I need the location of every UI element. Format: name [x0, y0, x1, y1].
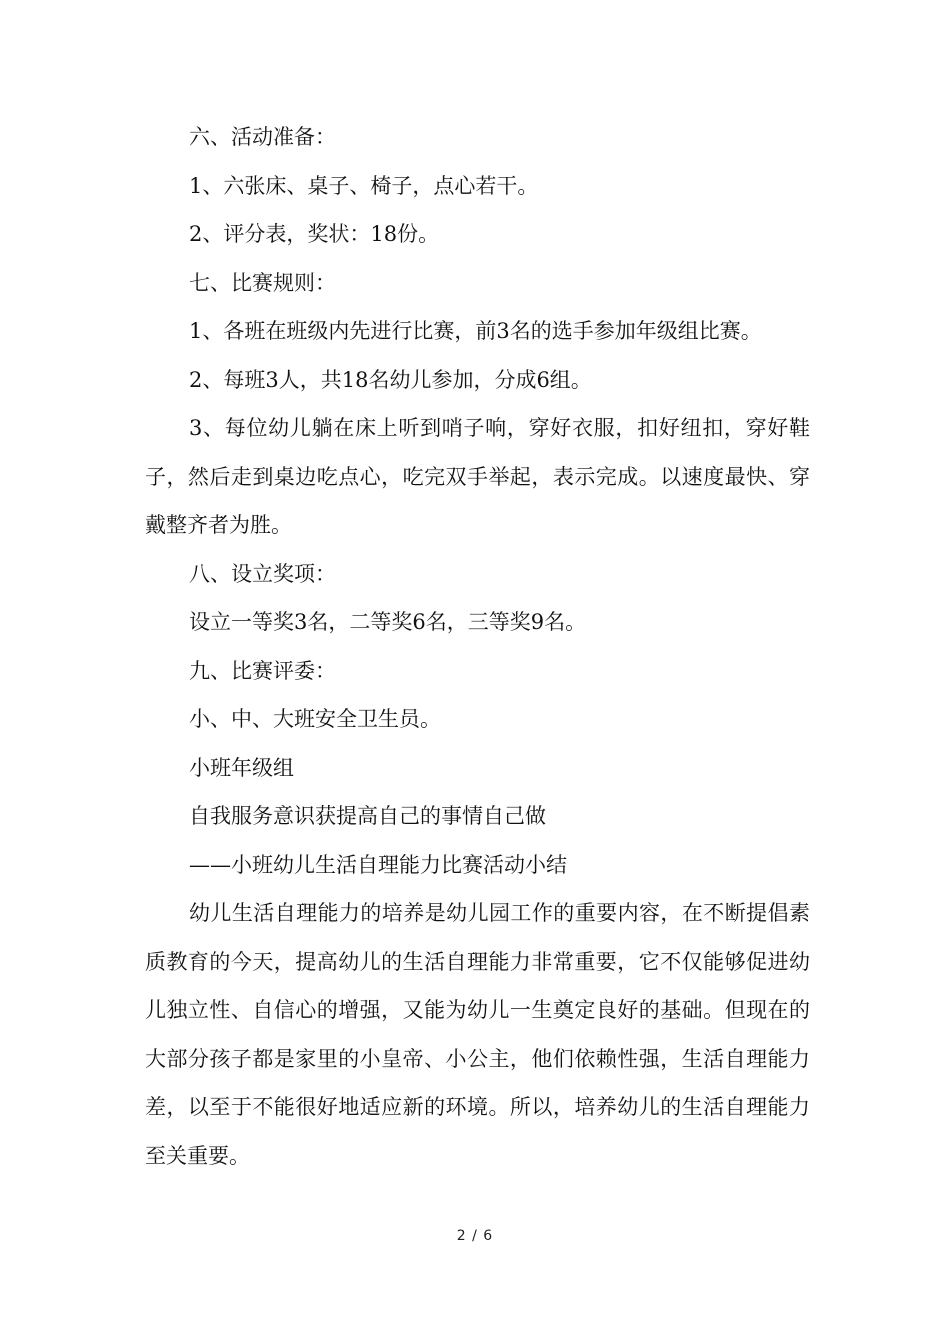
list-item: 1、六张床、桌子、椅子，点心若干。 [189, 173, 539, 198]
list-item: 3、每位幼儿躺在床上听到哨子响，穿好衣服，扣好纽扣，穿好鞋子，然后走到桌边吃点心，吃完双手举起，表示完成。以速度最快、穿戴整齐者为胜。 [145, 416, 810, 537]
document-body [145, 113, 810, 1180]
summary-title: 自我服务意识获提高自己的事情自己做 [189, 804, 546, 828]
judges-text: 小、中、大班安全卫生员。 [189, 707, 441, 731]
heading-awards: 八、设立奖项： [189, 561, 336, 586]
summary-body: 幼儿生活自理能力的培养是幼儿园工作的重要内容，在不断提倡素质教育的今天，提高幼儿的生活自理能力非常重要，它不仅能够促进幼儿独立性、自信心的增强，又能为幼儿一生奠定良好的基础。但现在的大部分孩子都是家里的小皇帝、小公主，他们依赖性强，生活自理能力差，以至于不能很好地适应新的环境。所以，培养幼儿的生活自理能力至关重要。 [145, 901, 810, 1168]
list-item: 2、每班3人，共18名幼儿参加，分成6组。 [189, 367, 592, 392]
group-label: 小班年级组 [189, 755, 294, 780]
heading-judges: 九、比赛评委： [189, 658, 336, 683]
summary-subtitle: ——小班幼儿生活自理能力比赛活动小结 [189, 852, 567, 877]
list-item: 1、各班在班级内先进行比赛，前3名的选手参加年级组比赛。 [189, 319, 762, 343]
awards-text: 设立一等奖3名，二等奖6名，三等奖9名。 [189, 610, 587, 634]
list-item: 2、评分表，奖状：18份。 [189, 222, 440, 246]
heading-preparation: 六、活动准备： [189, 125, 336, 149]
heading-rules: 七、比赛规则： [189, 270, 336, 295]
page-number: 2 / 6 [456, 1228, 494, 1244]
